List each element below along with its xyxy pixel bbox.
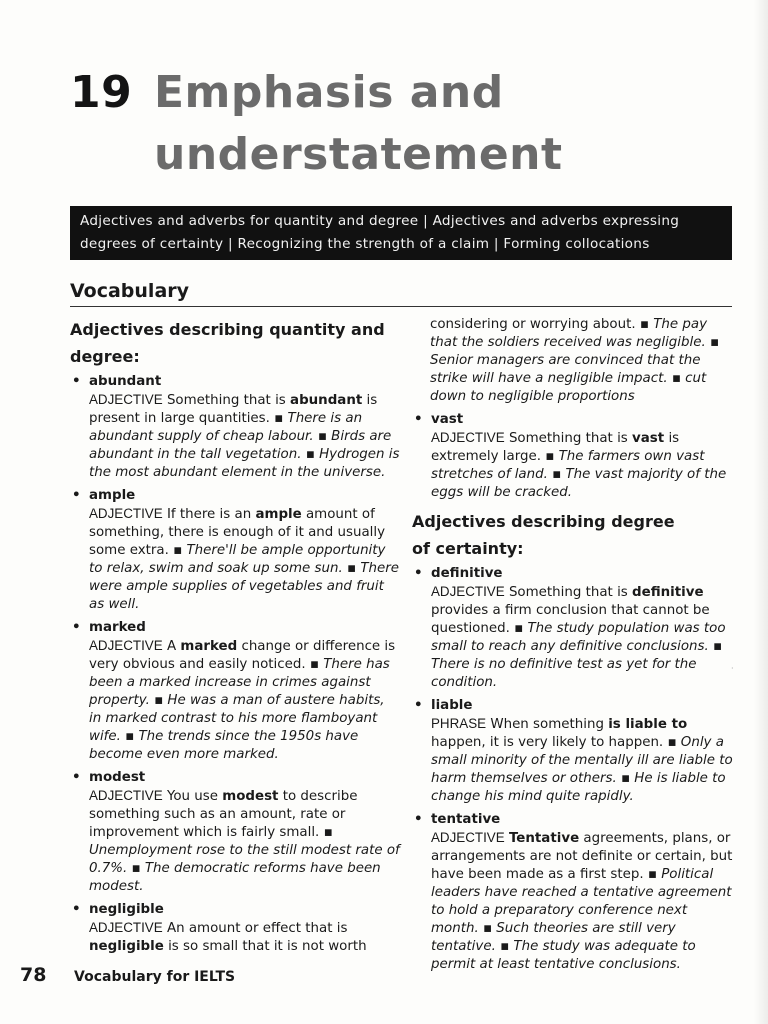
bullet-icon: • (414, 698, 423, 713)
entry-modest: • modest ADJECTIVE You use modest to describe something such as an amount, rate or improvement which is fairly small. ▪ Unemployment rose to the still modest rate of 0.7%. ▪ The democratic reforms have been modest. (72, 770, 400, 894)
examples: The study population was too small to reach any definitive conclusions. ▪ There is no definitive test as yet for the condition. (431, 621, 726, 690)
headword: ample (89, 488, 136, 503)
chapter-title-line1: Emphasis and (154, 67, 504, 118)
examples: There has been a marked increase in crimes against property. ▪ He was a man of austere habits, in marked contrast to his more flamboyant wife. ▪ The trends since the 1950s have become even more marked. (89, 657, 390, 762)
bullet-icon: • (72, 620, 81, 635)
book-title: Vocabulary for IELTS (74, 969, 236, 985)
headword: modest (89, 770, 146, 785)
bullet-icon: • (72, 488, 81, 503)
page-number: 78 (20, 964, 47, 986)
section-heading: Vocabulary (70, 280, 732, 307)
examples: ▪ Political leaders have reached a tentative agreement to hold a preparatory conference next month. ▪ Such theories are still very tentative. ▪ The study was adequate to permit at least tentative conclusions. (431, 867, 732, 972)
banner-line2: degrees of certainty | Recognizing the strength of a claim | Forming collocations (80, 236, 650, 252)
examples: The farmers own vast stretches of land. ▪ The vast majority of the eggs will be cracked. (431, 449, 727, 500)
headword: definitive (431, 566, 503, 581)
bullet-icon: • (72, 902, 81, 917)
entry-ample: • ample ADJECTIVE If there is an ample amount of something, there is enough of it and usually some extra. ▪ There'll be ample opportunity to relax, swim and soak up some sun. ▪ There were ample supplies of vegetables and fruit as well. (72, 488, 399, 612)
chapter-number: 19 (70, 67, 133, 118)
entry-abundant: • abundant ADJECTIVE Something that is abundant is present in large quantities. ▪ There is an abundant supply of cheap labour. ▪ Birds are abundant in the tall vegetation. ▪ Hydrogen is the most abundant element in the universe. (72, 374, 400, 480)
entry-marked: • marked ADJECTIVE A marked change or difference is very obvious and easily noticed. ▪ There has been a marked increase in crimes against property. ▪ He was a man of austere habits, in marked contrast to his more flamboyant wife. ▪ The trends since the 1950s have become even more marked. (70, 619, 400, 764)
page-footer (20, 964, 235, 986)
bullet-icon: • (414, 412, 423, 427)
bullet-icon: • (414, 812, 423, 827)
headword: liable (431, 698, 473, 713)
bullet-icon: • (414, 566, 423, 581)
subheading-certainty: Adjectives describing degree of certainty: (412, 512, 675, 558)
examples: Only a small minority of the mentally ill are liable to harm themselves or others. ▪ He is liable to change his mind quite rapidly. (431, 735, 733, 804)
chapter-heading (70, 62, 670, 186)
banner-line1: Adjectives and adverbs for quantity and degree | Adjectives and adverbs expressing (80, 213, 680, 229)
bullet-icon: • (72, 374, 81, 389)
chapter-title-line2: understatement (154, 129, 563, 180)
headword: vast (431, 412, 464, 427)
bullet-icon: • (72, 770, 81, 785)
entry-liable: • liable PHRASE When something is liable to happen, it is very likely to happen. ▪ Only a small minority of the mentally ill are liable to harm themselves or others. ▪ He is liable to change his mind quite rapidly. (414, 698, 733, 804)
left-column (70, 316, 400, 961)
examples: There is an abundant supply of cheap labour. ▪ Birds are abundant in the tall vegetation. ▪ Hydrogen is the most abundant element in the universe. (89, 411, 400, 480)
entry-negligible: • negligible ADJECTIVE An amount or effect that is negligible is so small that it is not worth (70, 901, 400, 956)
chapter-topics-banner (70, 206, 732, 260)
examples: ▪ Unemployment rose to the still modest rate of 0.7%. ▪ The democratic reforms have been modest. (89, 825, 400, 894)
headword: abundant (89, 374, 162, 389)
entry-tentative: • tentative ADJECTIVE Tentative agreements, plans, or arrangements are not definite or certain, but have been made as a first step. ▪ Political leaders have reached a tentative agreement to hold a preparatory conference next month. ▪ Such theories are still very tentative. ▪ The study was adequate to permit at least tentative conclusions. (414, 812, 733, 972)
entry-negligible-continued: considering or worrying about. ▪ The pay that the soldiers received was negligible. ▪ Senior managers are convinced that the strike will have a negligible impact. ▪ cut down to negligible proportions (430, 317, 720, 404)
examples: The pay that the soldiers received was negligible. ▪ Senior managers are convinced that the strike will have a negligible impact. ▪ cut down to negligible proportions (430, 317, 720, 404)
subheading-quantity: Adjectives describing quantity and degree: (70, 320, 385, 366)
scan-speck: · (731, 664, 734, 673)
right-column (412, 316, 734, 979)
page-edge-shadow (754, 0, 768, 1024)
headword: negligible (89, 902, 164, 917)
entry-definitive: • definitive ADJECTIVE Something that is definitive provides a firm conclusion that cannot be questioned. ▪ The study population was too small to reach any definitive conclusions. ▪ There is no definitive test as yet for the condition. (412, 565, 734, 692)
headword: marked (89, 620, 146, 635)
examples: There'll be ample opportunity to relax, swim and soak up some sun. ▪ There were ample supplies of vegetables and fruit as well. (89, 543, 399, 612)
headword: tentative (431, 812, 501, 827)
entry-vast: • vast ADJECTIVE Something that is vast is extremely large. ▪ The farmers own vast stretches of land. ▪ The vast majority of the eggs will be cracked. (412, 411, 734, 502)
